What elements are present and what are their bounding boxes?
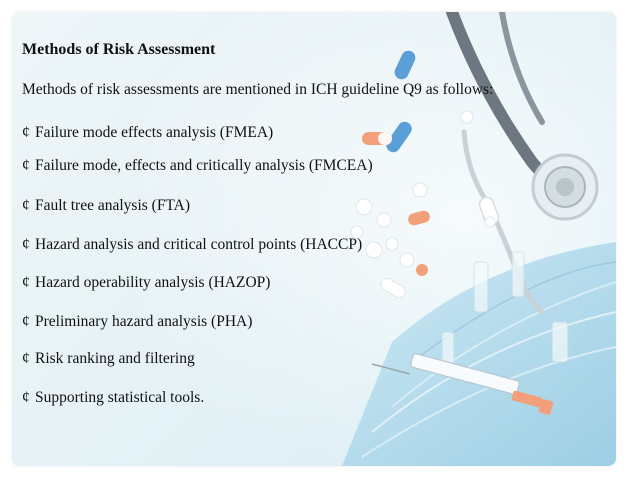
intro-text: Methods of risk assessments are mentioned in ICH guideline Q9 as follows: (22, 81, 494, 98)
bullet-glyph: ¢ (22, 350, 30, 367)
list-item (22, 274, 270, 292)
list-item (22, 389, 204, 407)
slide-content (12, 12, 616, 466)
bullet-glyph: ¢ (22, 197, 30, 214)
bullet-glyph: ¢ (22, 389, 30, 406)
list-item-text: Fault tree analysis (FTA) (35, 197, 191, 214)
bullet-glyph: ¢ (22, 124, 30, 141)
list-item (22, 157, 373, 175)
slide (12, 12, 616, 466)
list-item-text: Failure mode, effects and critically analysis (FMCEA) (35, 157, 373, 174)
bullet-glyph: ¢ (22, 274, 30, 291)
list-item-text: Preliminary hazard analysis (PHA) (35, 313, 253, 330)
list-item-text: Risk ranking and filtering (35, 350, 195, 367)
bullet-glyph: ¢ (22, 236, 30, 253)
list-item-text: Hazard analysis and critical control points (HACCP) (35, 236, 363, 253)
list-item-text: Supporting statistical tools. (35, 389, 205, 406)
list-item-text: Failure mode effects analysis (FMEA) (35, 124, 274, 141)
list-item (22, 350, 195, 368)
list-item (22, 236, 362, 254)
list-item (22, 124, 273, 142)
list-item (22, 197, 190, 215)
list-item-text: Hazard operability analysis (HAZOP) (35, 274, 271, 291)
bullet-glyph: ¢ (22, 313, 30, 330)
bullet-glyph: ¢ (22, 157, 30, 174)
list-item (22, 313, 252, 331)
slide-title: Methods of Risk Assessment (22, 41, 216, 58)
